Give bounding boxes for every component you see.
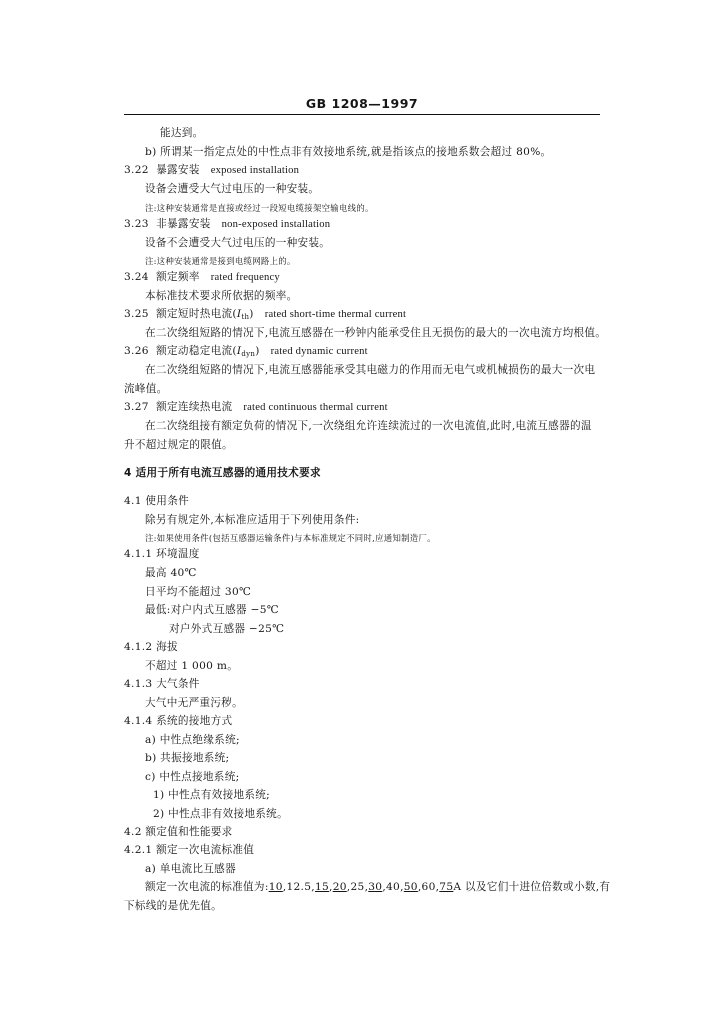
- section-heading: 4.1.4 系统的接地方式: [124, 715, 233, 727]
- clause-number: 3.23: [124, 218, 149, 230]
- list-item: a) 单电流比互感器: [145, 863, 236, 875]
- rated-values-suffix: A 以及它们十进位倍数或小数,有: [453, 881, 611, 893]
- clause-title-zh: 非暴露安装: [156, 218, 211, 230]
- section-heading: 4.1 使用条件: [124, 495, 189, 507]
- list-item: 1) 中性点有效接地系统;: [153, 789, 271, 801]
- clause-3-27: [124, 400, 388, 415]
- list-item: c) 中性点接地系统;: [145, 771, 240, 783]
- clause-title-zh: 额定动稳定电流(: [156, 345, 237, 357]
- symbol-subscript: dyn: [241, 350, 256, 358]
- paren: ): [255, 345, 260, 357]
- clause-number: 3.27: [124, 401, 149, 413]
- temperature-line: 最高 40℃: [145, 567, 197, 579]
- clause-title-en: rated dynamic current: [270, 346, 368, 357]
- temperature-line: 日平均不能超过 30℃: [145, 586, 252, 598]
- clause-title-en: rated frequency: [210, 272, 280, 283]
- temperature-line: 对户外式互感器 −25℃: [169, 623, 285, 635]
- clause-body: 升不超过规定的限值。: [124, 439, 233, 451]
- preferred-value: 20: [332, 881, 347, 893]
- clause-3-24: [124, 270, 280, 285]
- list-item: b) 共振接地系统;: [145, 752, 230, 764]
- clause-title-zh: 额定连续热电流: [156, 401, 233, 413]
- header-rule: [124, 114, 600, 115]
- section-heading: 4.2 额定值和性能要求: [124, 826, 233, 838]
- preferred-value: 30: [368, 881, 383, 893]
- clause-number: 3.24: [124, 271, 149, 283]
- value: 40: [386, 881, 401, 893]
- rated-values-prefix: 额定一次电流的标准值为:: [145, 881, 269, 893]
- paren: ): [249, 308, 254, 320]
- preferred-value: 75: [439, 881, 454, 893]
- symbol-subscript: th: [241, 313, 250, 321]
- clause-title-zh: 额定频率: [156, 271, 200, 283]
- clause-number: 3.25: [124, 308, 149, 320]
- clause-title-en: rated continuous thermal current: [243, 402, 388, 413]
- symbol: I: [236, 345, 242, 357]
- clause-body: 流峰值。: [124, 383, 168, 395]
- value: 60: [421, 881, 436, 893]
- clause-3-22: [124, 163, 299, 178]
- value: 25: [350, 881, 365, 893]
- clause-3-25: [124, 307, 406, 322]
- rated-values-line: 额定一次电流的标准值为:10,12.5,15,20,25,30,40,50,60,75A 以及它们十进位倍数或小数,有: [145, 881, 611, 893]
- temperature-line: 最低:对户内式互感器 −5℃: [145, 604, 279, 616]
- clause-number: 3.22: [124, 164, 149, 176]
- clause-body: 除另有规定外,本标准应适用于下列使用条件:: [145, 514, 360, 526]
- text-line: b) 所谓某一指定点处的中性点非有效接地系统,就是指该点的接地系数会超过 80%。: [145, 146, 552, 158]
- standard-header: GB 1208—1997: [305, 96, 419, 111]
- clause-title-zh: 额定短时热电流(: [156, 308, 237, 320]
- clause-title-en: non-exposed installation: [221, 219, 331, 230]
- clause-title-en: exposed installation: [210, 165, 300, 176]
- clause-title-en: rated short-time thermal current: [264, 309, 407, 320]
- clause-body: 设备会遭受大气过电压的一种安装。: [145, 183, 320, 195]
- clause-body: 下标线的是优先值。: [124, 900, 223, 912]
- clause-3-23: [124, 217, 330, 232]
- preferred-value: 10: [268, 881, 283, 893]
- clause-3-26: [124, 344, 368, 359]
- clause-body: 设备不会遭受大气过电压的一种安装。: [145, 237, 331, 249]
- note: 注:这种安装通常是直接或经过一段短电缆接架空输电线的。: [145, 203, 374, 213]
- preferred-value: 15: [314, 881, 330, 893]
- section-heading: 4.2.1 额定一次电流标准值: [124, 844, 255, 856]
- clause-title-zh: 暴露安装: [156, 164, 200, 176]
- note: 注:如果使用条件(包括互感器运输条件)与本标准规定不同时,应通知制造厂。: [145, 533, 436, 543]
- clause-body: 本标准技术要求所依据的频率。: [145, 290, 298, 302]
- clause-body: 在二次绕组短路的情况下,电流互感器在一秒钟内能承受住且无损伤的最大的一次电流方均根值。: [145, 327, 607, 339]
- value: 12.5: [286, 881, 312, 893]
- text-line: 能达到。: [160, 127, 204, 139]
- preferred-value: 50: [403, 881, 418, 893]
- clause-body: 在二次绕组短路的情况下,电流互感器能承受其电磁力的作用而无电气或机械损伤的最大一次电: [145, 364, 596, 376]
- section-heading: 4.1.1 环境温度: [124, 548, 200, 560]
- chapter-heading: 4 适用于所有电流互感器的通用技术要求: [124, 467, 321, 479]
- section-heading: 4.1.2 海拔: [124, 641, 178, 653]
- clause-number: 3.26: [124, 345, 149, 357]
- section-heading: 4.1.3 大气条件: [124, 678, 200, 690]
- clause-body: 大气中无严重污秽。: [145, 697, 244, 709]
- symbol: I: [236, 308, 242, 320]
- clause-body: 不超过 1 000 m。: [145, 660, 239, 672]
- clause-body: 在二次绕组接有额定负荷的情况下,一次绕组允许连续流过的一次电流值,此时,电流互感器的温: [145, 420, 592, 432]
- list-item: 2) 中性点非有效接地系统。: [153, 808, 288, 820]
- note: 注:这种安装通常是接到电缆网路上的。: [145, 256, 296, 266]
- list-item: a) 中性点绝缘系统;: [145, 734, 240, 746]
